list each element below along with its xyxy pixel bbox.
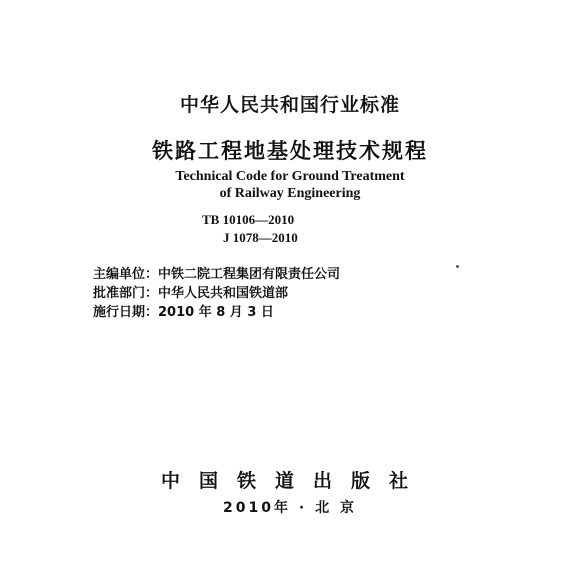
publication-year-place: 2010年 · 北 京: [223, 500, 357, 516]
scan-speck: [456, 265, 459, 268]
standard-category: 中华人民共和国行业标准: [179, 94, 400, 116]
approval-department: 批准部门：中华人民共和国铁道部: [93, 286, 289, 301]
standard-code-j: J 1078—2010: [223, 230, 298, 245]
title-english-line-2: of Railway Engineering: [219, 186, 361, 201]
effective-date: 施行日期：2010 年 8 月 3 日: [93, 305, 274, 320]
publisher-name: 中国铁道出版社: [160, 470, 427, 492]
editor-unit: 主编单位：中铁二院工程集团有限责任公司: [93, 267, 341, 282]
title-chinese: 铁路工程地基处理技术规程: [152, 139, 428, 163]
title-english-line-1: Technical Code for Ground Treatment: [175, 169, 405, 184]
title-english: [0, 168, 580, 202]
standard-code-tb: TB 10106—2010: [202, 212, 295, 227]
